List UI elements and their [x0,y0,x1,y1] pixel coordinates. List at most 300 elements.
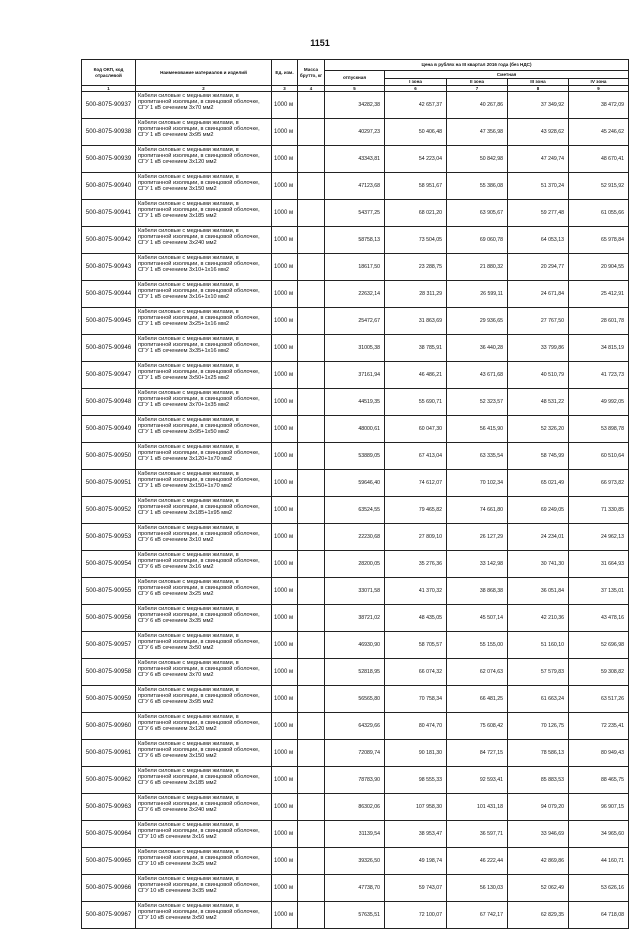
product-name-text: Кабели силовые с медными жилами, в пропитанной изоляции, в свинцовой оболочке, СГУ 6 кВ сечением 3х150 мм2 [138,740,260,760]
product-name-cell [136,254,272,281]
mass-cell [298,524,325,551]
release-price-cell: 47123,68 [325,173,385,200]
unit-cell: 1000 м [272,902,298,929]
zone-3-price-cell: 65 021,49 [508,470,569,497]
zone-3-price-cell: 70 126,75 [508,713,569,740]
zone-3-price-cell: 48 531,22 [508,389,569,416]
release-price-cell: 59646,40 [325,470,385,497]
zone-4-price-cell: 44 160,71 [569,848,629,875]
table-row [82,740,629,767]
product-code-cell: 500-8075-90954 [82,551,136,578]
unit-cell: 1000 м [272,281,298,308]
product-code-cell: 500-8075-90956 [82,605,136,632]
release-price-cell: 57635,51 [325,902,385,929]
release-price-cell: 47738,70 [325,875,385,902]
release-price-cell: 53889,05 [325,443,385,470]
unit-cell: 1000 м [272,308,298,335]
product-name-cell [136,713,272,740]
product-code-cell: 500-8075-90943 [82,254,136,281]
column-number: 6 [385,86,447,92]
column-number: 7 [447,86,508,92]
product-name-text: Кабели силовые с медными жилами, в пропитанной изоляции, в свинцовой оболочке, СГУ 6 кВ сечением 3х70 мм2 [138,659,260,679]
zone-4-price-cell: 25 412,91 [569,281,629,308]
product-code-cell: 500-8075-90963 [82,794,136,821]
product-code-cell: 500-8075-90945 [82,308,136,335]
product-name-cell [136,146,272,173]
table-row [82,848,629,875]
mass-cell [298,794,325,821]
unit-cell: 1000 м [272,200,298,227]
zone-1-price-cell: 58 951,67 [385,173,447,200]
release-price-cell: 22632,14 [325,281,385,308]
zone-1-price-cell: 46 486,21 [385,362,447,389]
product-name-cell [136,524,272,551]
product-name-cell [136,416,272,443]
zone-3-price-cell: 52 326,20 [508,416,569,443]
zone-1-price-cell: 74 612,07 [385,470,447,497]
product-name-text: Кабели силовые с медными жилами, в пропитанной изоляции, в свинцовой оболочке, СГУ 1 кВ сечением 3х185 мм2 [138,200,260,220]
zone-2-price-cell: 21 880,32 [447,254,508,281]
release-price-cell: 34282,38 [325,92,385,119]
unit-cell: 1000 м [272,173,298,200]
product-name-text: Кабели силовые с медными жилами, в пропитанной изоляции, в свинцовой оболочке, СГУ 1 кВ сечением 3х95 мм2 [138,119,260,139]
unit-cell: 1000 м [272,551,298,578]
release-price-cell: 22230,68 [325,524,385,551]
mass-cell [298,848,325,875]
product-name-cell [136,200,272,227]
column-number: 4 [298,86,325,92]
zone-4-price-cell: 66 973,82 [569,470,629,497]
zone-4-price-cell: 24 962,13 [569,524,629,551]
zone-3-price-cell: 37 349,92 [508,92,569,119]
product-name-cell [136,578,272,605]
unit-cell: 1000 м [272,659,298,686]
column-number: 1 [82,86,136,92]
zone-3-price-cell: 78 586,13 [508,740,569,767]
zone-3-price-cell: 94 079,20 [508,794,569,821]
product-code-cell: 500-8075-90958 [82,659,136,686]
mass-cell [298,146,325,173]
zone-2-price-cell: 75 608,42 [447,713,508,740]
header-unit: Ед. изм. [272,60,298,86]
zone-4-price-cell: 48 670,41 [569,146,629,173]
product-name-cell [136,875,272,902]
zone-2-price-cell: 29 936,65 [447,308,508,335]
zone-4-price-cell: 52 915,92 [569,173,629,200]
release-price-cell: 52818,95 [325,659,385,686]
zone-1-price-cell: 49 198,74 [385,848,447,875]
zone-4-price-cell: 88 465,75 [569,767,629,794]
product-name-cell [136,659,272,686]
header-mass: Масса брутто, кг [298,60,325,86]
unit-cell: 1000 м [272,146,298,173]
mass-cell [298,173,325,200]
release-price-cell: 25472,67 [325,308,385,335]
table-row [82,875,629,902]
zone-2-price-cell: 56 130,03 [447,875,508,902]
table-row [82,308,629,335]
product-name-text: Кабели силовые с медными жилами, в пропитанной изоляции, в свинцовой оболочке, СГУ 6 кВ сечением 3х95 мм2 [138,686,260,706]
product-name-text: Кабели силовые с медными жилами, в пропитанной изоляции, в свинцовой оболочке, СГУ 1 кВ сечением 3х35+1х16 мм2 [138,335,260,355]
zone-1-price-cell: 55 690,71 [385,389,447,416]
unit-cell: 1000 м [272,848,298,875]
release-price-cell: 46930,90 [325,632,385,659]
zone-2-price-cell: 38 868,38 [447,578,508,605]
product-code-cell: 500-8075-90938 [82,119,136,146]
zone-1-price-cell: 50 406,48 [385,119,447,146]
zone-4-price-cell: 96 907,15 [569,794,629,821]
unit-cell: 1000 м [272,740,298,767]
table-row [82,578,629,605]
mass-cell [298,389,325,416]
unit-cell: 1000 м [272,821,298,848]
zone-2-price-cell: 70 102,34 [447,470,508,497]
zone-1-price-cell: 67 413,04 [385,443,447,470]
mass-cell [298,605,325,632]
zone-1-price-cell: 27 809,10 [385,524,447,551]
header-release-price: отпускная [325,71,385,86]
zone-1-price-cell: 79 465,82 [385,497,447,524]
unit-cell: 1000 м [272,416,298,443]
release-price-cell: 64329,66 [325,713,385,740]
zone-1-price-cell: 107 958,30 [385,794,447,821]
product-name-text: Кабели силовые с медными жилами, в пропитанной изоляции, в свинцовой оболочке, СГУ 1 кВ сечением 3х16+1х10 мм2 [138,281,260,301]
product-code-cell: 500-8075-90947 [82,362,136,389]
zone-3-price-cell: 51 370,24 [508,173,569,200]
product-code-cell: 500-8075-90949 [82,416,136,443]
zone-1-price-cell: 54 223,04 [385,146,447,173]
product-code-cell: 500-8075-90941 [82,200,136,227]
product-name-cell [136,605,272,632]
product-name-cell [136,389,272,416]
unit-cell: 1000 м [272,227,298,254]
mass-cell [298,308,325,335]
zone-1-price-cell: 66 074,32 [385,659,447,686]
column-number: 8 [508,86,569,92]
product-name-cell [136,92,272,119]
unit-cell: 1000 м [272,713,298,740]
product-name-cell [136,335,272,362]
zone-4-price-cell: 28 601,78 [569,308,629,335]
zone-4-price-cell: 49 992,05 [569,389,629,416]
zone-4-price-cell: 65 978,84 [569,227,629,254]
zone-2-price-cell: 92 593,41 [447,767,508,794]
zone-1-price-cell: 41 370,32 [385,578,447,605]
product-name-text: Кабели силовые с медными жилами, в пропитанной изоляции, в свинцовой оболочке, СГУ 1 кВ сечением 3х240 мм2 [138,227,260,247]
table-row [82,227,629,254]
product-name-text: Кабели силовые с медными жилами, в пропитанной изоляции, в свинцовой оболочке, СГУ 1 кВ сечением 3х70+1х35 мм2 [138,389,260,409]
product-name-text: Кабели силовые с медными жилами, в пропитанной изоляции, в свинцовой оболочке, СГУ 6 кВ сечением 3х16 мм2 [138,551,260,571]
product-code-cell: 500-8075-90962 [82,767,136,794]
zone-4-price-cell: 20 904,55 [569,254,629,281]
mass-cell [298,470,325,497]
table-row [82,335,629,362]
zone-2-price-cell: 26 599,11 [447,281,508,308]
mass-cell [298,821,325,848]
product-name-cell [136,902,272,929]
mass-cell [298,362,325,389]
product-code-cell: 500-8075-90940 [82,173,136,200]
column-number: 9 [569,86,629,92]
product-code-cell: 500-8075-90961 [82,740,136,767]
product-name-cell [136,281,272,308]
zone-3-price-cell: 62 829,35 [508,902,569,929]
zone-2-price-cell: 84 727,15 [447,740,508,767]
release-price-cell: 54377,25 [325,200,385,227]
zone-4-price-cell: 59 308,82 [569,659,629,686]
product-name-text: Кабели силовые с медными жилами, в пропитанной изоляции, в свинцовой оболочке, СГУ 1 кВ сечением 3х185+1х95 мм2 [138,497,260,517]
zone-3-price-cell: 42 210,36 [508,605,569,632]
zone-4-price-cell: 34 965,60 [569,821,629,848]
zone-3-price-cell: 69 249,05 [508,497,569,524]
zone-2-price-cell: 33 142,98 [447,551,508,578]
zone-2-price-cell: 67 742,17 [447,902,508,929]
zone-4-price-cell: 63 517,26 [569,686,629,713]
mass-cell [298,281,325,308]
price-table [81,59,629,929]
zone-1-price-cell: 90 181,30 [385,740,447,767]
header-name: Наименование материалов и изделий [136,60,272,86]
table-row [82,686,629,713]
zone-2-price-cell: 45 507,14 [447,605,508,632]
release-price-cell: 33071,58 [325,578,385,605]
zone-2-price-cell: 55 155,00 [447,632,508,659]
zone-1-price-cell: 59 743,07 [385,875,447,902]
mass-cell [298,875,325,902]
zone-3-price-cell: 61 663,24 [508,686,569,713]
product-name-cell [136,740,272,767]
zone-3-price-cell: 40 510,79 [508,362,569,389]
product-code-cell: 500-8075-90960 [82,713,136,740]
product-code-cell: 500-8075-90959 [82,686,136,713]
mass-cell [298,686,325,713]
product-name-cell [136,551,272,578]
table-row [82,92,629,119]
zone-3-price-cell: 59 277,48 [508,200,569,227]
unit-cell: 1000 м [272,119,298,146]
product-code-cell: 500-8075-90944 [82,281,136,308]
zone-1-price-cell: 48 435,05 [385,605,447,632]
unit-cell: 1000 м [272,470,298,497]
zone-4-price-cell: 64 718,08 [569,902,629,929]
product-code-cell: 500-8075-90955 [82,578,136,605]
zone-4-price-cell: 34 815,19 [569,335,629,362]
zone-2-price-cell: 43 671,68 [447,362,508,389]
product-name-cell [136,686,272,713]
mass-cell [298,227,325,254]
zone-1-price-cell: 80 474,70 [385,713,447,740]
product-code-cell: 500-8075-90946 [82,335,136,362]
product-name-cell [136,794,272,821]
product-name-text: Кабели силовые с медными жилами, в пропитанной изоляции, в свинцовой оболочке, СГУ 1 кВ сечением 3х150 мм2 [138,173,260,193]
zone-4-price-cell: 80 949,43 [569,740,629,767]
zone-2-price-cell: 63 905,67 [447,200,508,227]
product-name-cell [136,767,272,794]
product-name-cell [136,173,272,200]
zone-1-price-cell: 72 100,07 [385,902,447,929]
product-name-text: Кабели силовые с медными жилами, в пропитанной изоляции, в свинцовой оболочке, СГУ 1 кВ сечением 3х120+1х70 мм2 [138,443,260,463]
zone-3-price-cell: 43 928,62 [508,119,569,146]
unit-cell: 1000 м [272,794,298,821]
zone-1-price-cell: 23 288,75 [385,254,447,281]
release-price-cell: 31005,38 [325,335,385,362]
zone-3-price-cell: 47 249,74 [508,146,569,173]
mass-cell [298,713,325,740]
table-row [82,443,629,470]
product-code-cell: 500-8075-90965 [82,848,136,875]
mass-cell [298,335,325,362]
zone-1-price-cell: 98 555,33 [385,767,447,794]
header-zone-1: I зона [385,79,447,86]
zone-3-price-cell: 20 294,77 [508,254,569,281]
product-name-text: Кабели силовые с медными жилами, в пропитанной изоляции, в свинцовой оболочке, СГУ 1 кВ сечением 3х120 мм2 [138,146,260,166]
zone-3-price-cell: 64 053,13 [508,227,569,254]
zone-3-price-cell: 36 051,84 [508,578,569,605]
unit-cell: 1000 м [272,443,298,470]
zone-2-price-cell: 101 431,18 [447,794,508,821]
column-number: 3 [272,86,298,92]
product-code-cell: 500-8075-90957 [82,632,136,659]
zone-2-price-cell: 56 415,90 [447,416,508,443]
zone-1-price-cell: 42 657,37 [385,92,447,119]
zone-2-price-cell: 74 661,80 [447,497,508,524]
product-name-text: Кабели силовые с медными жилами, в пропитанной изоляции, в свинцовой оболочке, СГУ 1 кВ сечением 3х95+1х50 мм2 [138,416,260,436]
zone-2-price-cell: 66 481,25 [447,686,508,713]
product-name-text: Кабели силовые с медными жилами, в пропитанной изоляции, в свинцовой оболочке, СГУ 6 кВ сечением 3х185 мм2 [138,767,260,787]
product-name-cell [136,632,272,659]
product-name-cell [136,848,272,875]
zone-3-price-cell: 27 767,50 [508,308,569,335]
product-name-text: Кабели силовые с медными жилами, в пропитанной изоляции, в свинцовой оболочке, СГУ 10 кВ сечением 3х25 мм2 [138,848,260,868]
zone-2-price-cell: 46 222,44 [447,848,508,875]
release-price-cell: 43343,81 [325,146,385,173]
table-row [82,551,629,578]
zone-1-price-cell: 68 021,20 [385,200,447,227]
zone-1-price-cell: 70 758,34 [385,686,447,713]
table-row [82,713,629,740]
product-code-cell: 500-8075-90942 [82,227,136,254]
mass-cell [298,497,325,524]
page-number: 1151 [310,38,330,48]
release-price-cell: 44519,35 [325,389,385,416]
zone-2-price-cell: 26 127,29 [447,524,508,551]
zone-2-price-cell: 36 440,28 [447,335,508,362]
header-code: Код ОКП, код отраслевой [82,60,136,86]
release-price-cell: 58758,13 [325,227,385,254]
unit-cell: 1000 м [272,389,298,416]
unit-cell: 1000 м [272,497,298,524]
product-name-text: Кабели силовые с медными жилами, в пропитанной изоляции, в свинцовой оболочке, СГУ 1 кВ сечением 3х150+1х70 мм2 [138,470,260,490]
zone-4-price-cell: 31 664,93 [569,551,629,578]
mass-cell [298,551,325,578]
product-code-cell: 500-8075-90939 [82,146,136,173]
product-name-text: Кабели силовые с медными жилами, в пропитанной изоляции, в свинцовой оболочке, СГУ 10 кВ сечением 3х16 мм2 [138,821,260,841]
unit-cell: 1000 м [272,632,298,659]
release-price-cell: 38721,02 [325,605,385,632]
product-name-cell [136,119,272,146]
zone-2-price-cell: 36 597,71 [447,821,508,848]
zone-1-price-cell: 58 705,57 [385,632,447,659]
product-code-cell: 500-8075-90952 [82,497,136,524]
zone-3-price-cell: 24 671,84 [508,281,569,308]
table-row [82,632,629,659]
mass-cell [298,254,325,281]
product-code-cell: 500-8075-90948 [82,389,136,416]
mass-cell [298,740,325,767]
product-code-cell: 500-8075-90937 [82,92,136,119]
zone-4-price-cell: 71 330,85 [569,497,629,524]
header-zone-4: IV зона [569,79,629,86]
zone-1-price-cell: 38 785,91 [385,335,447,362]
zone-1-price-cell: 35 276,36 [385,551,447,578]
release-price-cell: 56565,80 [325,686,385,713]
zone-2-price-cell: 55 386,08 [447,173,508,200]
release-price-cell: 18617,50 [325,254,385,281]
product-name-text: Кабели силовые с медными жилами, в пропитанной изоляции, в свинцовой оболочке, СГУ 1 кВ сечением 3х10+1х16 мм2 [138,254,260,274]
header-zone-2: II зона [447,79,508,86]
zone-3-price-cell: 58 745,99 [508,443,569,470]
zone-2-price-cell: 52 323,57 [447,389,508,416]
unit-cell: 1000 м [272,767,298,794]
zone-2-price-cell: 63 335,54 [447,443,508,470]
product-code-cell: 500-8075-90966 [82,875,136,902]
table-row [82,119,629,146]
release-price-cell: 48000,61 [325,416,385,443]
product-name-cell [136,227,272,254]
zone-3-price-cell: 33 799,86 [508,335,569,362]
unit-cell: 1000 м [272,875,298,902]
table-row [82,254,629,281]
zone-4-price-cell: 60 510,64 [569,443,629,470]
column-number: 5 [325,86,385,92]
table-row [82,902,629,929]
product-name-text: Кабели силовые с медными жилами, в пропитанной изоляции, в свинцовой оболочке, СГУ 6 кВ сечением 3х240 мм2 [138,794,260,814]
header-price-group: Цена в рублях на III квартал 2016 года (без НДС) [325,60,629,71]
release-price-cell: 63524,55 [325,497,385,524]
zone-1-price-cell: 38 953,47 [385,821,447,848]
release-price-cell: 39326,50 [325,848,385,875]
table-row [82,416,629,443]
zone-1-price-cell: 73 504,05 [385,227,447,254]
unit-cell: 1000 м [272,362,298,389]
mass-cell [298,659,325,686]
unit-cell: 1000 м [272,605,298,632]
mass-cell [298,92,325,119]
product-name-text: Кабели силовые с медными жилами, в пропитанной изоляции, в свинцовой оболочке, СГУ 6 кВ сечением 3х120 мм2 [138,713,260,733]
release-price-cell: 37161,94 [325,362,385,389]
unit-cell: 1000 м [272,335,298,362]
table-row [82,146,629,173]
table-row [82,173,629,200]
zone-3-price-cell: 52 062,49 [508,875,569,902]
product-name-cell [136,443,272,470]
zone-4-price-cell: 72 235,41 [569,713,629,740]
product-name-text: Кабели силовые с медными жилами, в пропитанной изоляции, в свинцовой оболочке, СГУ 1 кВ сечением 3х25+1х16 мм2 [138,308,260,328]
mass-cell [298,200,325,227]
release-price-cell: 72089,74 [325,740,385,767]
mass-cell [298,443,325,470]
zone-3-price-cell: 24 234,01 [508,524,569,551]
product-name-cell [136,821,272,848]
table-row [82,767,629,794]
release-price-cell: 31139,54 [325,821,385,848]
table-row [82,389,629,416]
zone-3-price-cell: 51 160,10 [508,632,569,659]
header-zone-3: III зона [508,79,569,86]
zone-4-price-cell: 52 696,98 [569,632,629,659]
product-name-cell [136,362,272,389]
table-row [82,470,629,497]
